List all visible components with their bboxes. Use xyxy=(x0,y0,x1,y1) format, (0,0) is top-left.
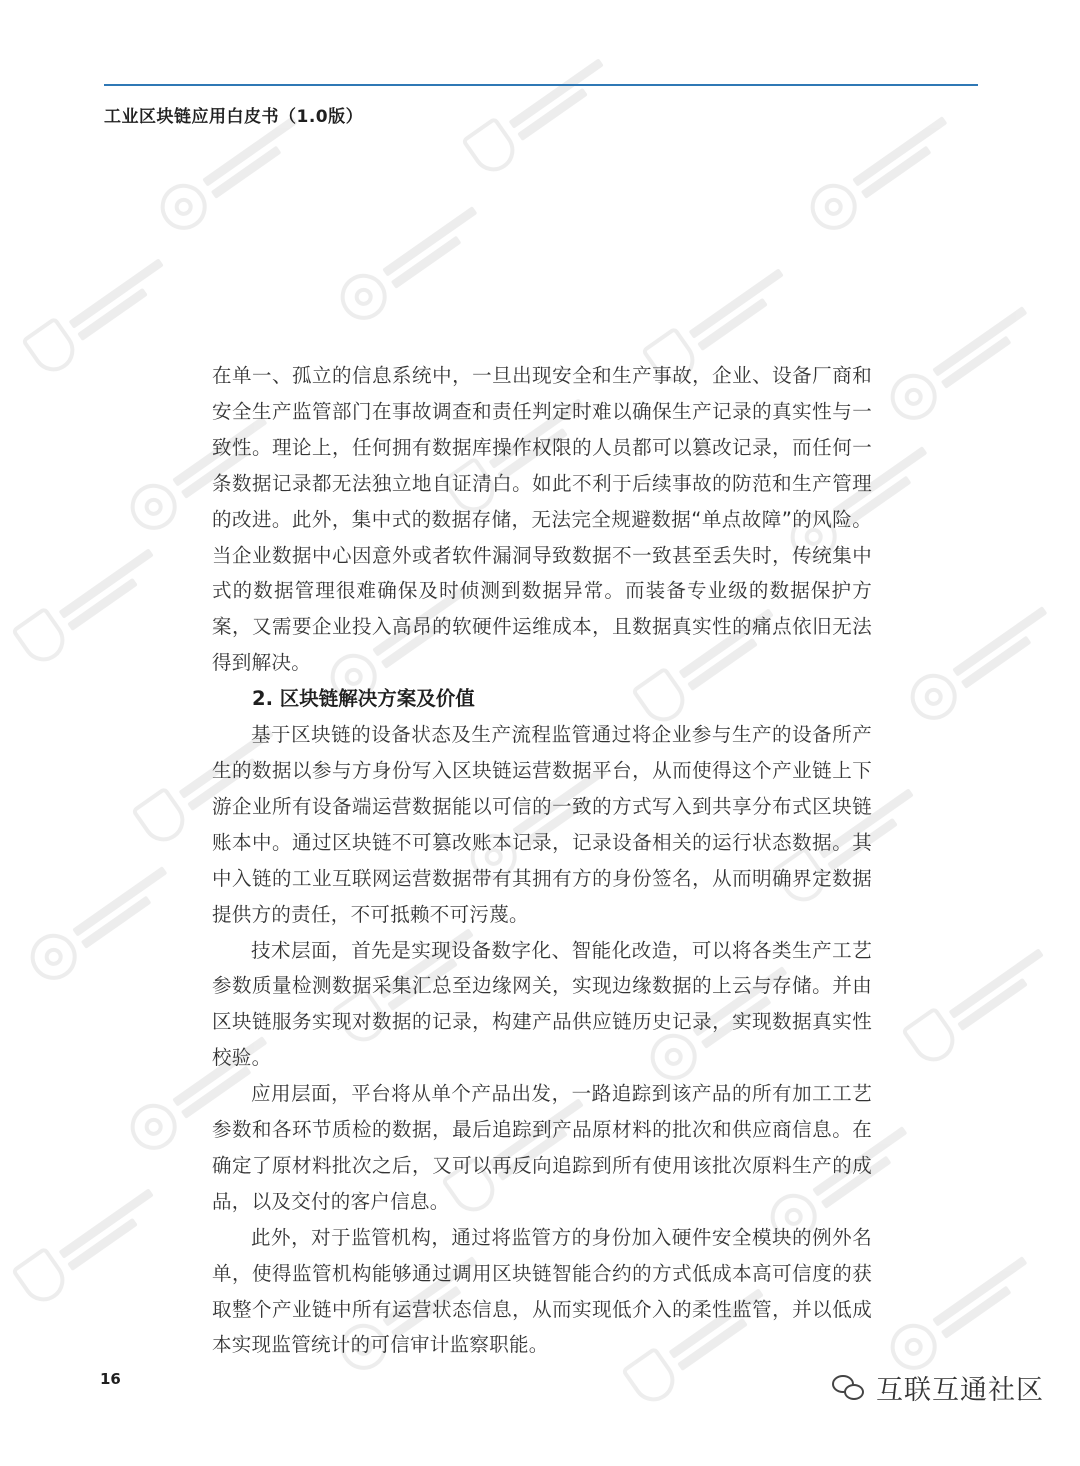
section-heading: 2. 区块链解决方案及价值 xyxy=(252,687,475,711)
paragraph-info-system-risks: 在单一、孤立的信息系统中，一旦出现安全和生产事故，企业、设备厂商和安全生产监管部门在事故调查和责任判定时难以确保生产记录的真实性与一致性。理论上，任何拥有数据库操作权限的人员都可以篡改记录，而任何一条数据记录都无法独立地自证清白。如此不利于后续事故的防范和生产管理的改进。此外，集中式的数据存储，无法完全规避数据“单点故障”的风险。当企业数据中心因意外或者软件漏洞导致数据不一致甚至丢失时，传统集中式的数据管理很难确保及时侦测到数据异常。而装备专业级的数据保护方案，又需要企业投入高昂的软硬件运维成本，且数据真实性的痛点依旧无法得到解决。 xyxy=(212,364,872,675)
shield-icon xyxy=(11,606,73,669)
watermark xyxy=(902,597,1063,729)
seal-icon xyxy=(332,265,396,329)
shield-icon xyxy=(131,786,193,849)
watermark xyxy=(901,938,1060,1069)
seal-icon xyxy=(802,175,866,239)
header-rule xyxy=(104,84,978,86)
watermark xyxy=(21,248,180,379)
wechat-account-name: 互联互通社区 xyxy=(876,1375,1044,1406)
watermark xyxy=(22,857,183,989)
shield-icon xyxy=(461,116,523,179)
paragraph-application-level: 应用层面，平台将从单个产品出发，一路追踪到该产品的所有加工工艺参数和各环节质检的数据，最后追踪到产品原材料的批次和供应商信息。在确定了原材料批次之后，又可以再反向追踪到所有使用该批次原料生产的成品，以及交付的客户信息。 xyxy=(212,1082,872,1213)
seal-icon xyxy=(22,925,86,989)
watermark xyxy=(11,538,170,669)
main-content xyxy=(212,358,872,1363)
wechat-account-mark xyxy=(832,1368,1044,1407)
seal-icon xyxy=(122,475,186,539)
paragraph-blockchain-supervision: 基于区块链的设备状态及生产流程监管通过将企业参与生产的设备所产生的数据以参与方身份写入区块链运营数据平台，从而使得这个产业链上下游企业所有设备端运营数据能以可信的一致的方式写入到共享分布式区块链账本中。通过区块链不可篡改账本记录，记录设备相关的运行状态数据。其中入链的工业互联网运营数据带有其拥有方的身份签名，从而明确界定数据提供方的责任，不可抵赖不可污蔑。 xyxy=(212,723,872,926)
paragraph-technical-level: 技术层面，首先是实现设备数字化、智能化改造，可以将各类生产工艺参数质量检测数据采集汇总至边缘网关，实现边缘数据的上云与存储。并由区块链服务实现对数据的记录，构建产品供应链历史记录，实现数据真实性校验。 xyxy=(212,938,872,1070)
shield-icon xyxy=(21,316,83,379)
shield-icon xyxy=(901,1006,963,1069)
page-number: 16 xyxy=(100,1370,121,1388)
document-title: 工业区块链应用白皮书（1.0版） xyxy=(104,107,364,127)
paragraph-regulators: 此外，对于监管机构，通过将监管方的身份加入硬件安全模块的例外名单，使得监管机构能够通过调用区块链智能合约的方式低成本高可信度的获取整个产业链中所有运营状态信息，从而实现低介入的柔性监管，并以低成本实现监管统计的可信审计监察职能。 xyxy=(212,1225,872,1357)
watermark xyxy=(11,1178,170,1309)
seal-icon xyxy=(152,175,216,239)
wechat-icon xyxy=(832,1373,866,1403)
watermark xyxy=(882,297,1043,429)
shield-icon xyxy=(11,1246,73,1309)
watermark xyxy=(882,1247,1043,1379)
watermark xyxy=(332,197,493,329)
watermark xyxy=(802,107,963,239)
seal-icon xyxy=(902,665,966,729)
seal-icon xyxy=(122,1095,186,1159)
seal-icon xyxy=(882,365,946,429)
watermark xyxy=(461,48,620,179)
